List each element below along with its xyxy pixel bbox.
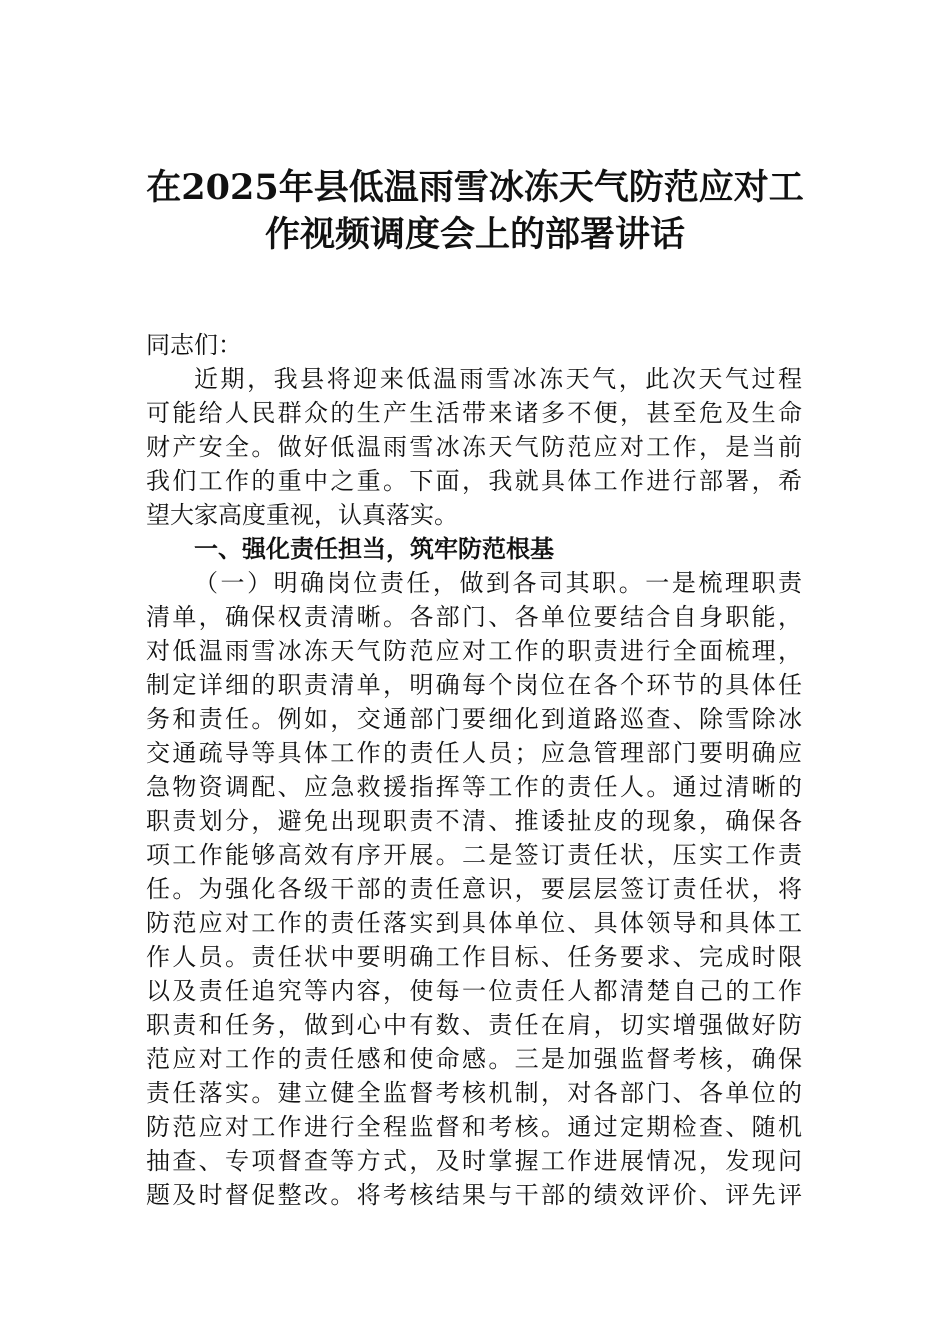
paragraph-line: 以及责任追究等内容，使每一位责任人都清楚自己的工作 bbox=[146, 977, 802, 1005]
paragraph-line: 题及时督促整改。将考核结果与干部的绩效评价、评先评 bbox=[146, 1181, 802, 1209]
paragraph-line: 可能给人民群众的生产生活带来诸多不便，甚至危及生命 bbox=[146, 399, 802, 427]
paragraph-line: 抽查、专项督查等方式，及时掌握工作进展情况，发现问 bbox=[146, 1147, 802, 1175]
paragraph-line: 范应对工作的责任感和使命感。三是加强监督考核，确保 bbox=[146, 1045, 802, 1073]
paragraph-line: 望大家高度重视，认真落实。 bbox=[146, 501, 458, 529]
paragraph-line: 项工作能够高效有序开展。二是签订责任状，压实工作责 bbox=[146, 841, 802, 869]
document-title-line-1: 在2025年县低温雨雪冰冻天气防范应对工 bbox=[146, 167, 804, 208]
paragraph-line: 任。为强化各级干部的责任意识，要层层签订责任状，将 bbox=[146, 875, 802, 903]
document-title-line-2: 作视频调度会上的部署讲话 bbox=[264, 214, 685, 255]
section-heading: 一、强化责任担当，筑牢防范根基 bbox=[194, 535, 554, 563]
paragraph-line: 近期，我县将迎来低温雨雪冰冻天气，此次天气过程 bbox=[194, 365, 802, 393]
greeting: 同志们： bbox=[146, 331, 242, 359]
paragraph-line: 务和责任。例如，交通部门要细化到道路巡查、除雪除冰 bbox=[146, 705, 802, 733]
paragraph-line: 制定详细的职责清单，明确每个岗位在各个环节的具体任 bbox=[146, 671, 802, 699]
paragraph-line: 防范应对工作的责任落实到具体单位、具体领导和具体工 bbox=[146, 909, 802, 937]
paragraph-line: 职责划分，避免出现职责不清、推诿扯皮的现象，确保各 bbox=[146, 807, 802, 835]
paragraph-line: 财产安全。做好低温雨雪冰冻天气防范应对工作，是当前 bbox=[146, 433, 802, 461]
paragraph-line: 对低温雨雪冰冻天气防范应对工作的职责进行全面梳理， bbox=[146, 637, 802, 665]
paragraph-line: 交通疏导等具体工作的责任人员；应急管理部门要明确应 bbox=[146, 739, 802, 767]
paragraph-line: 职责和任务，做到心中有数、责任在肩，切实增强做好防 bbox=[146, 1011, 802, 1039]
paragraph-line: 清单，确保权责清晰。各部门、各单位要结合自身职能， bbox=[146, 603, 802, 631]
paragraph-line: 作人员。责任状中要明确工作目标、任务要求、完成时限 bbox=[146, 943, 802, 971]
paragraph-line: （一）明确岗位责任，做到各司其职。一是梳理职责 bbox=[194, 569, 802, 597]
paragraph-line: 责任落实。建立健全监督考核机制，对各部门、各单位的 bbox=[146, 1079, 802, 1107]
paragraph-line: 急物资调配、应急救援指挥等工作的责任人。通过清晰的 bbox=[146, 773, 802, 801]
paragraph-line: 我们工作的重中之重。下面，我就具体工作进行部署，希 bbox=[146, 467, 802, 495]
paragraph-line: 防范应对工作进行全程监督和考核。通过定期检查、随机 bbox=[146, 1113, 802, 1141]
